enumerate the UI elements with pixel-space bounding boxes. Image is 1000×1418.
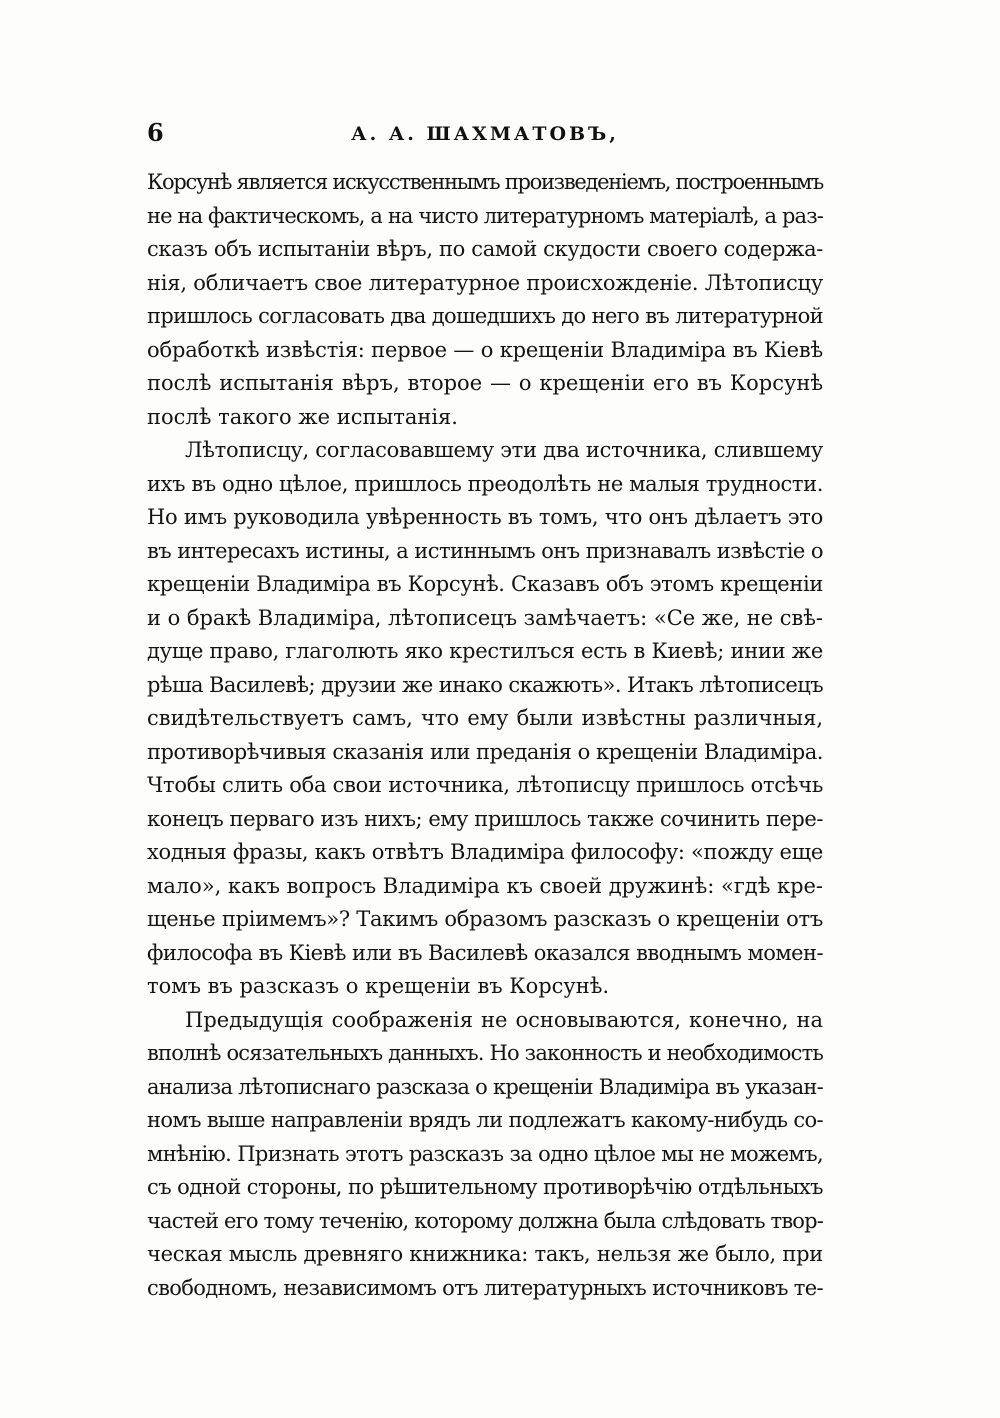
text-line: Лѣтописцу, согласовавшему эти два источника, слившему — [185, 438, 823, 462]
text-line: номъ выше направленіи врядъ ли подлежатъ какому-нибудь со- — [147, 1108, 823, 1132]
paragraph-1 — [147, 166, 823, 434]
text-line: щенье пріимемъ»? Такимъ образомъ разсказъ о крещеніи отъ — [147, 907, 823, 931]
page-header — [147, 116, 823, 152]
text-line: Чтобы слить оба свои источника, лѣтописцу пришлось отсѣчь — [147, 773, 823, 797]
text-line: и о бракѣ Владиміра, лѣтописецъ замѣчаетъ: «Се же, не свѣ- — [147, 605, 823, 630]
text-line: послѣ испытанія вѣръ, второе — о крещеніи его въ Корсунѣ — [147, 371, 823, 395]
running-head: А. А. ШАХМАТОВЪ, — [351, 123, 619, 145]
text-line: ходныя фразы, какъ отвѣтъ Владиміра философу: «пожду еще — [147, 840, 823, 864]
text-line: сказъ объ испытаніи вѣръ, по самой скудости своего содержа- — [147, 237, 823, 261]
text-line: конецъ перваго изъ нихъ; ему пришлось также сочинить пере- — [147, 806, 823, 831]
paragraph-3 — [147, 1004, 823, 1306]
text-line: съ одной стороны, по рѣшительному противорѣчію отдѣльныхъ — [147, 1175, 823, 1199]
text-line: рѣша Василевѣ; друзии же инако скажють». Итакъ лѣтописецъ — [147, 672, 823, 697]
text-line: Корсунѣ является искусственнымъ произведеніемъ, построеннымъ — [147, 170, 823, 194]
text-line: вполнѣ осязательныхъ данныхъ. Но законность и необходимость — [147, 1041, 823, 1065]
text-line: мало», какъ вопросъ Владиміра къ своей дружинѣ: «гдѣ кре- — [147, 873, 824, 898]
text-line: не на фактическомъ, а на чисто литературномъ матеріалѣ, а раз- — [147, 203, 823, 228]
text-line: пришлось согласовать два дошедшихъ до него въ литературной — [147, 304, 823, 328]
text-line: ихъ въ одно цѣлое, пришлось преодолѣть не малыя трудности. — [147, 471, 823, 496]
text-line: нія, обличаетъ свое литературное происхожденіе. Лѣтописцу — [147, 270, 823, 295]
page-number: 6 — [147, 118, 164, 147]
text-line: частей его тому теченію, которому должна была слѣдовать твор- — [147, 1208, 823, 1233]
paragraph-2 — [147, 434, 823, 1004]
body-text — [147, 166, 823, 1305]
text-line: свидѣтельствуетъ самъ, что ему были извѣстны различныя, — [147, 706, 823, 730]
text-line: въ интересахъ истины, а истиннымъ онъ признавалъ извѣстіе о — [147, 538, 823, 563]
text-line: обработкѣ извѣстія: первое — о крещеніи Владиміра въ Кіевѣ — [147, 337, 823, 362]
text-line: свободномъ, независимомъ отъ литературныхъ источниковъ те- — [147, 1275, 823, 1300]
text-line: ческая мысль древняго книжника: такъ, нельзя же было, при — [147, 1242, 823, 1266]
text-line: мнѣнію. Признать этотъ разсказъ за одно цѣлое мы не можемъ, — [147, 1141, 823, 1166]
text-line: дуще право, глаголють яко крестилъся есть в Киевѣ; инии же — [147, 639, 823, 663]
text-line: томъ въ разсказъ о крещеніи въ Корсунѣ. — [147, 974, 610, 998]
text-line: анализа лѣтописнаго разсказа о крещеніи Владиміра въ указан- — [147, 1074, 823, 1099]
text-line: философа въ Кіевѣ или въ Василевѣ оказался вводнымъ момен- — [147, 940, 823, 965]
text-line: Но имъ руководила увѣренность въ томъ, что онъ дѣлаетъ это — [147, 505, 823, 529]
text-line: крещеніи Владиміра въ Корсунѣ. Сказавъ объ этомъ крещеніи — [147, 572, 823, 596]
text-line: послѣ такого же испытанія. — [147, 404, 458, 429]
text-line: противорѣчивыя сказанія или преданія о крещеніи Владиміра. — [147, 739, 823, 764]
text-line: Предыдущія соображенія не основываются, конечно, на — [185, 1007, 823, 1032]
